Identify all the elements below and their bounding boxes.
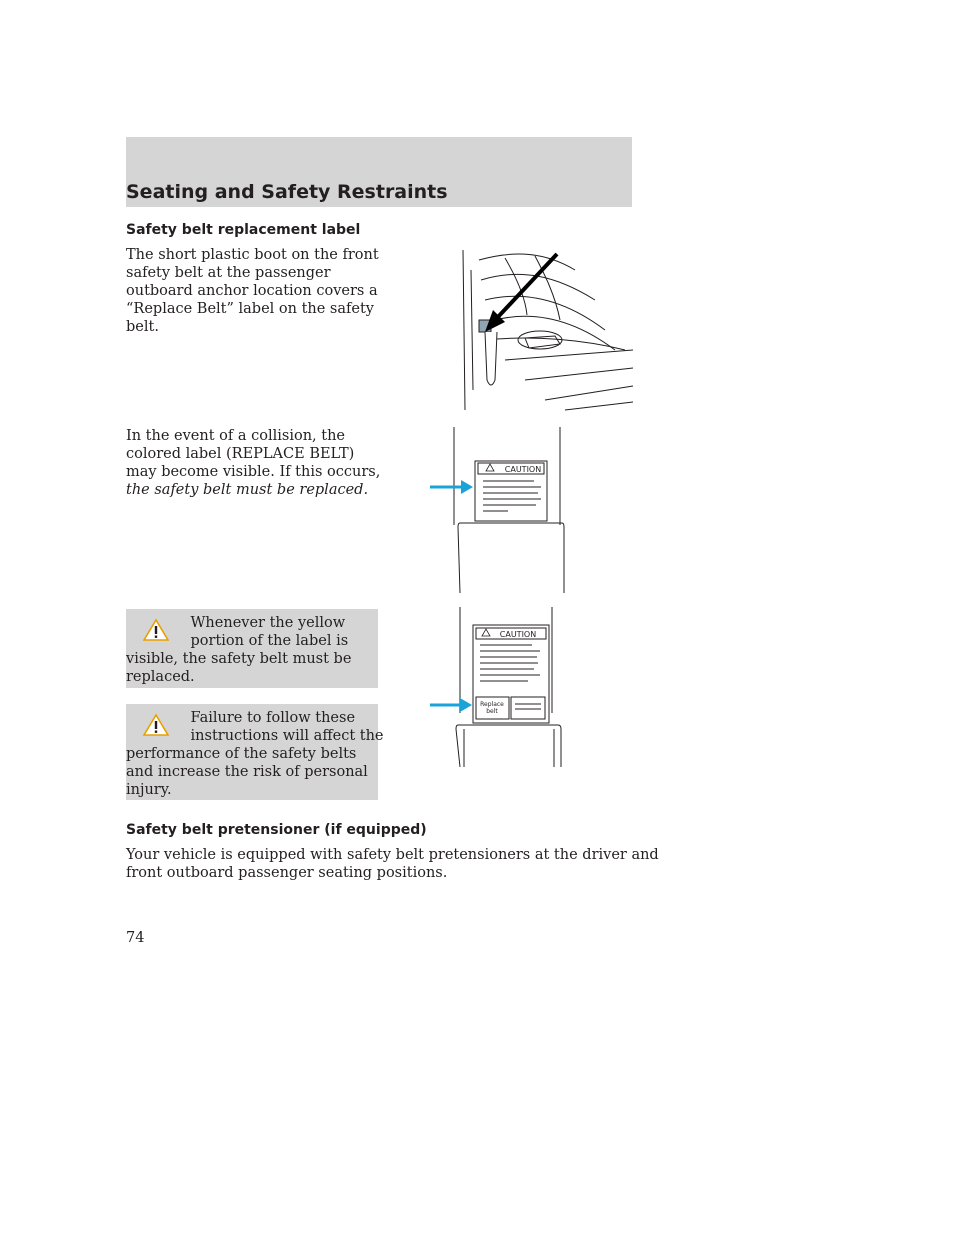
section-title-replacement-label: Safety belt replacement label bbox=[126, 222, 361, 238]
replace-label-line2: belt bbox=[486, 708, 498, 715]
paragraph-boot-description: The short plastic boot on the front safety belt at the passenger outboard anchor location covers a “Replace Belt” label on the safety belt. bbox=[126, 247, 379, 335]
seat-belt-anchor-illustration bbox=[445, 240, 635, 412]
replace-label-line1: Replace bbox=[480, 701, 504, 708]
arrow-icon bbox=[460, 698, 472, 712]
page-header-title: Seating and Safety Restraints bbox=[126, 181, 448, 203]
paragraph-collision bbox=[126, 427, 380, 499]
section-title-pretensioner: Safety belt pretensioner (if equipped) bbox=[126, 822, 427, 838]
warning-box-failure bbox=[126, 704, 384, 800]
page-number: 74 bbox=[126, 930, 145, 946]
caution-label-figure bbox=[428, 425, 578, 595]
paragraph-collision-italic: the safety belt must be replaced. bbox=[126, 482, 369, 498]
arrow-icon bbox=[461, 480, 473, 494]
warning-text: Whenever the yellow portion of the label is visible, the safety belt must be replaced. bbox=[126, 615, 352, 685]
warning-text: Failure to follow these instructions will affect the performance of the safety belts and increase the risk of personal injury. bbox=[126, 710, 384, 798]
paragraph-collision-plain: In the event of a collision, the colored label (REPLACE BELT) may become visible. If this occurs, bbox=[126, 428, 381, 480]
paragraph-pretensioner: Your vehicle is equipped with safety belt pretensioners at the driver and front outboard passenger seating positions. bbox=[126, 847, 659, 881]
caution-label-text: CAUTION bbox=[504, 465, 542, 474]
replace-belt-label-figure bbox=[428, 605, 578, 770]
warning-box-yellow-portion bbox=[126, 609, 378, 688]
caution-label-text: CAUTION bbox=[499, 630, 537, 639]
